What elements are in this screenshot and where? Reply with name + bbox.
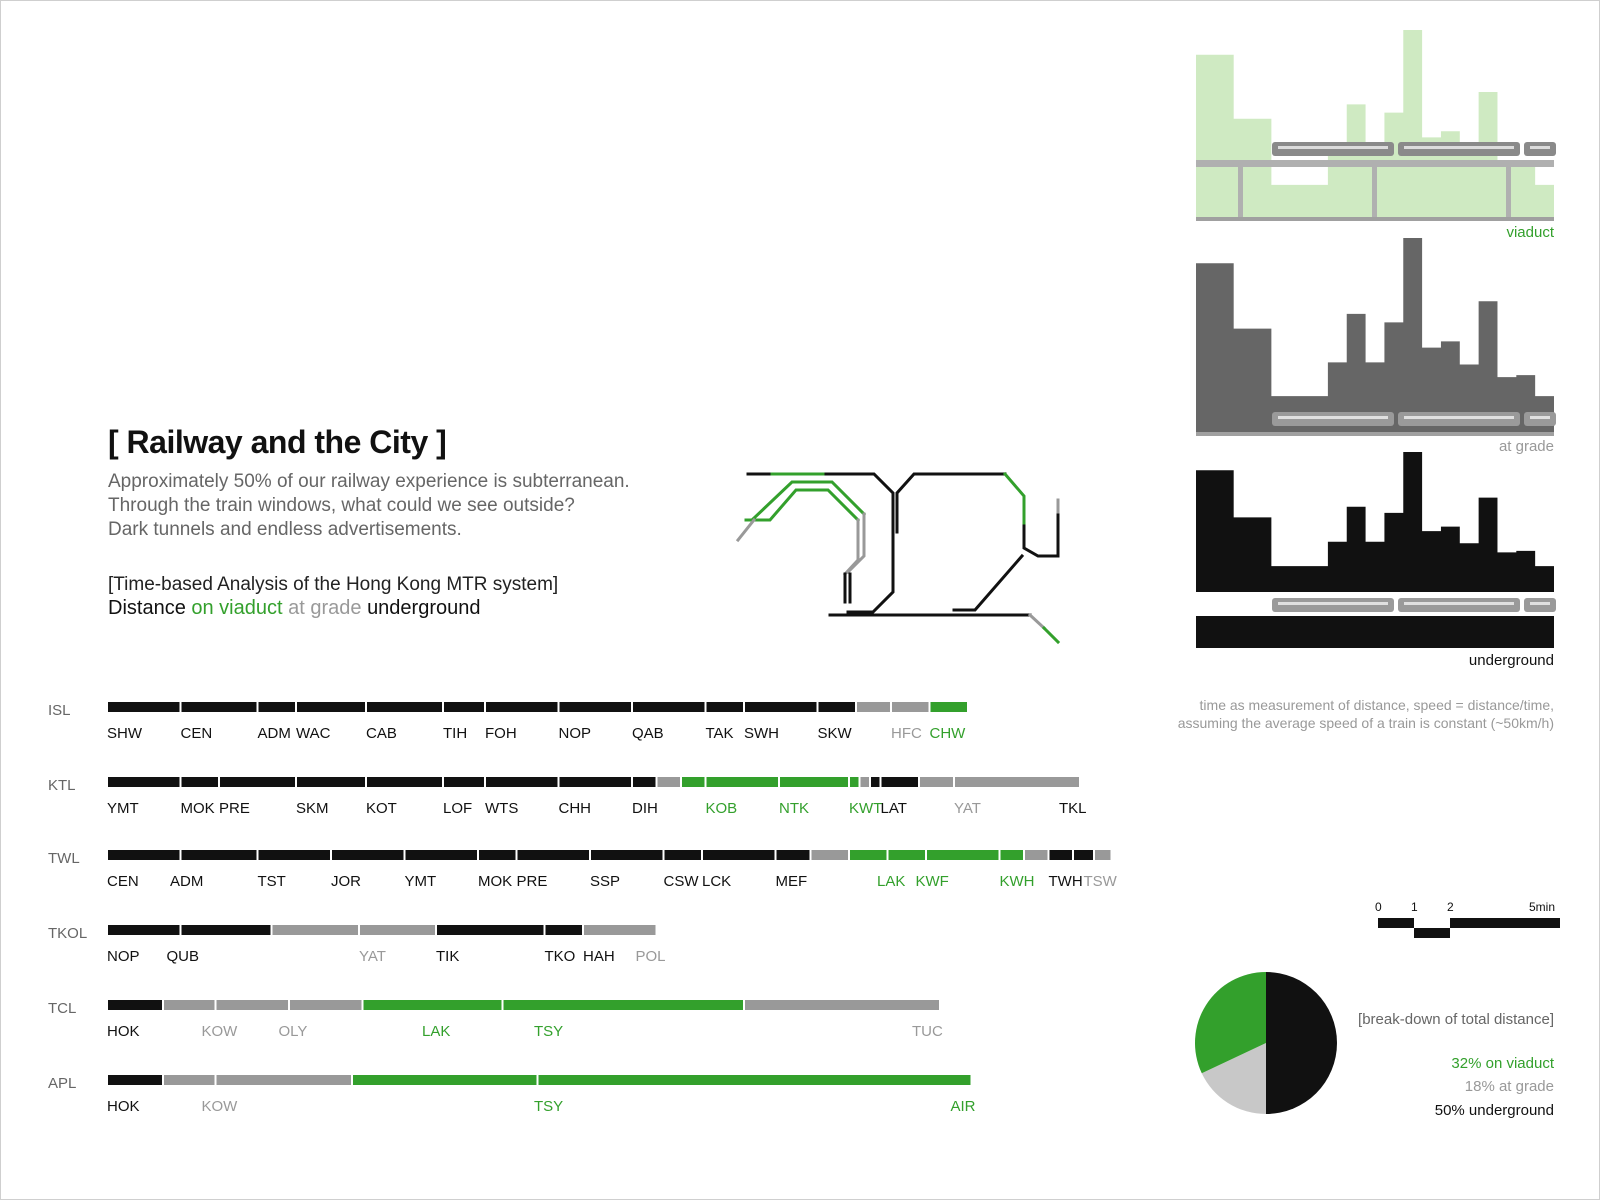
segment-grade: [920, 777, 953, 787]
segment-grade: [164, 1075, 215, 1085]
station-label: TIK: [436, 948, 460, 965]
train-car-icon: [1524, 142, 1556, 156]
segment-viaduct: [1001, 850, 1024, 860]
station-label: CEN: [180, 725, 213, 742]
station-label: LAK: [422, 1023, 451, 1040]
segment-underground: [437, 925, 544, 935]
station-label: CHH: [558, 800, 591, 817]
train-car-icon: [1524, 412, 1556, 426]
segment-grade: [658, 777, 681, 787]
segment-underground: [444, 702, 484, 712]
segment-grade: [290, 1000, 362, 1010]
station-label: SWH: [744, 725, 779, 742]
underground-earth: [1196, 616, 1554, 648]
train-car-icon: [1272, 598, 1394, 612]
scale-block: [1378, 918, 1414, 928]
map-line-viaduct: [1044, 628, 1058, 642]
breakdown-viaduct-label: 32% on viaduct: [1451, 1055, 1554, 1072]
segment-grade: [857, 702, 890, 712]
station-label: CSW: [663, 873, 699, 890]
segment-underground: [633, 702, 705, 712]
map-line-underground: [897, 474, 1005, 532]
station-label: TKL: [1059, 800, 1087, 817]
segment-underground: [297, 702, 365, 712]
station-label: TIH: [443, 725, 468, 742]
station-label: AIR: [950, 1098, 976, 1115]
segment-grade: [892, 702, 929, 712]
segment-underground: [819, 702, 856, 712]
station-label: LAT: [880, 800, 907, 817]
station-label: QUB: [166, 948, 200, 965]
segment-underground: [633, 777, 656, 787]
note-line: assuming the average speed of a train is constant (~50km/h): [1177, 715, 1554, 731]
scale-label: 2: [1447, 900, 1454, 914]
segment-underground: [182, 850, 257, 860]
station-label: WTS: [485, 800, 519, 817]
segment-underground: [108, 702, 180, 712]
map-line-viaduct: [752, 482, 864, 520]
segment-viaduct: [353, 1075, 537, 1085]
station-label: KOB: [705, 800, 738, 817]
station-label: NOP: [558, 725, 592, 742]
segment-underground: [665, 850, 702, 860]
station-label: KWH: [999, 873, 1035, 890]
ground-line: [1196, 217, 1554, 221]
station-label: TWH: [1048, 873, 1083, 890]
segment-underground: [259, 850, 331, 860]
station-label: TST: [257, 873, 286, 890]
segment-underground: [367, 777, 442, 787]
legend-underground: underground: [367, 597, 481, 619]
station-label: QAB: [632, 725, 664, 742]
skyline-grade: [1196, 238, 1554, 432]
segment-underground: [707, 702, 744, 712]
station-label: ADM: [257, 725, 291, 742]
station-label: FOH: [485, 725, 517, 742]
segment-underground: [871, 777, 880, 787]
station-label: YMT: [107, 800, 139, 817]
scale-block: [1414, 928, 1450, 938]
station-label: KWF: [915, 873, 949, 890]
station-label: TSY: [534, 1023, 564, 1040]
segment-underground: [108, 1075, 162, 1085]
segment-grade: [360, 925, 435, 935]
segment-underground: [560, 702, 632, 712]
segment-underground: [108, 777, 180, 787]
segment-viaduct: [539, 1075, 971, 1085]
segment-underground: [182, 702, 257, 712]
segment-underground: [108, 1000, 162, 1010]
station-label: POL: [635, 948, 666, 965]
train-car-icon: [1272, 142, 1394, 156]
map-line-viaduct: [1005, 474, 1024, 526]
segment-underground: [220, 777, 295, 787]
segment-underground: [546, 925, 583, 935]
pie-slice-underground: [1266, 972, 1337, 1114]
train-car-icon: [1398, 142, 1520, 156]
station-label: NOP: [107, 948, 140, 965]
station-label: YAT: [954, 800, 981, 817]
panels-layer: [1196, 30, 1556, 648]
map-line-underground: [1024, 512, 1058, 556]
viaduct-pier: [1506, 167, 1511, 220]
station-label: HOK: [107, 1098, 140, 1115]
segment-underground: [486, 777, 558, 787]
segment-grade: [1095, 850, 1111, 860]
station-label: MOK: [180, 800, 215, 817]
station-label: WAC: [296, 725, 331, 742]
segment-underground: [332, 850, 404, 860]
segment-underground: [1050, 850, 1073, 860]
segment-underground: [259, 702, 296, 712]
segment-underground: [486, 702, 558, 712]
segment-grade: [217, 1075, 352, 1085]
map-line-underground: [954, 556, 1022, 610]
station-label: MEF: [775, 873, 808, 890]
train-car-icon: [1524, 598, 1556, 612]
map-line-grade: [1030, 615, 1044, 628]
segment-underground: [479, 850, 516, 860]
station-label: YAT: [359, 948, 386, 965]
station-label: CAB: [366, 725, 397, 742]
station-label: PRE: [516, 873, 548, 890]
segment-viaduct: [364, 1000, 502, 1010]
skyline-underground: [1196, 452, 1554, 592]
segment-viaduct: [931, 702, 968, 712]
station-label: OLY: [278, 1023, 308, 1040]
segment-grade: [217, 1000, 289, 1010]
station-label: SHW: [107, 725, 142, 742]
legend-viaduct: on viaduct: [191, 597, 283, 619]
line-label: APL: [48, 1075, 77, 1092]
station-label: TAK: [705, 725, 734, 742]
segment-viaduct: [780, 777, 848, 787]
map-line-viaduct: [746, 490, 858, 520]
segment-viaduct: [850, 777, 859, 787]
note-line: time as measurement of distance, speed = distance/time,: [1199, 697, 1554, 713]
segment-viaduct: [889, 850, 926, 860]
segment-grade: [812, 850, 849, 860]
panel-label-grade: at grade: [1498, 438, 1554, 455]
map-line-grade: [848, 514, 864, 572]
scale-label: 0: [1375, 900, 1382, 914]
segment-grade: [955, 777, 1079, 787]
station-label: TSY: [534, 1098, 564, 1115]
intro-line: Through the train windows, what could we see outside?: [108, 495, 575, 516]
station-label: LCK: [702, 873, 732, 890]
segment-underground: [182, 925, 271, 935]
station-label: SKM: [296, 800, 329, 817]
segment-viaduct: [850, 850, 887, 860]
station-label: PRE: [219, 800, 250, 817]
station-label: YMT: [404, 873, 437, 890]
station-label: TUC: [912, 1023, 943, 1040]
time-scale: [1375, 900, 1560, 938]
breakdown-pie-chart: [1195, 972, 1337, 1114]
panel-label-viaduct: viaduct: [1506, 224, 1554, 241]
segment-grade: [584, 925, 656, 935]
segment-underground: [108, 925, 180, 935]
station-label: KWT: [849, 800, 883, 817]
segment-viaduct: [682, 777, 705, 787]
train-car-icon: [1398, 412, 1520, 426]
segment-underground: [560, 777, 632, 787]
station-label: HOK: [107, 1023, 140, 1040]
breakdown-grade-label: 18% at grade: [1464, 1078, 1554, 1095]
station-label: HFC: [891, 725, 922, 742]
train-car-icon: [1398, 598, 1520, 612]
segment-grade: [861, 777, 870, 787]
station-label: KOT: [366, 800, 397, 817]
station-label: DIH: [632, 800, 658, 817]
legend-prefix: Distance: [108, 597, 186, 619]
method-note: [1100, 696, 1554, 732]
segment-grade: [1025, 850, 1048, 860]
line-label: TCL: [48, 1000, 77, 1017]
segment-underground: [1074, 850, 1093, 860]
station-label: TKO: [544, 948, 576, 965]
station-label: NTK: [779, 800, 809, 817]
station-label: LOF: [443, 800, 473, 817]
scale-label: 5min: [1528, 900, 1555, 914]
segment-underground: [703, 850, 775, 860]
legend-grade: at grade: [288, 597, 362, 619]
segment-underground: [444, 777, 484, 787]
viaduct-pier: [1238, 167, 1243, 220]
segment-underground: [297, 777, 365, 787]
segment-underground: [882, 777, 919, 787]
station-label: KOW: [201, 1023, 238, 1040]
station-label: SSP: [590, 873, 621, 890]
segment-viaduct: [504, 1000, 744, 1010]
panel-label-underground: underground: [1468, 652, 1554, 669]
segment-underground: [182, 777, 219, 787]
scale-block: [1450, 918, 1560, 928]
segment-underground: [591, 850, 663, 860]
page-title: [ Railway and the City ]: [108, 424, 447, 460]
station-label: KOW: [201, 1098, 238, 1115]
line-label: TKOL: [48, 925, 88, 942]
segment-underground: [367, 702, 442, 712]
line-label: KTL: [48, 777, 76, 794]
segment-viaduct: [707, 777, 779, 787]
network-map: [738, 474, 1058, 642]
subtitle: [Time-based Analysis of the Hong Kong MTR system]: [108, 574, 559, 595]
station-label: MOK: [478, 873, 513, 890]
segment-grade: [745, 1000, 939, 1010]
station-label: TSW: [1083, 873, 1117, 890]
map-line-grade: [738, 520, 754, 540]
breakdown-title: [break-down of total distance]: [1358, 1011, 1554, 1028]
segment-underground: [406, 850, 478, 860]
train-car-icon: [1272, 412, 1394, 426]
segment-underground: [108, 850, 180, 860]
timelines-layer: [48, 702, 1118, 1115]
scale-label: 1: [1411, 900, 1418, 914]
intro-line: Dark tunnels and endless advertisements.: [108, 519, 462, 540]
station-label: ADM: [170, 873, 204, 890]
intro-line: Approximately 50% of our railway experience is subterranean.: [108, 471, 630, 492]
segment-grade: [164, 1000, 215, 1010]
line-label: TWL: [48, 850, 80, 867]
ground-line: [1196, 432, 1554, 436]
station-label: JOR: [331, 873, 361, 890]
segment-viaduct: [927, 850, 999, 860]
segment-underground: [745, 702, 817, 712]
viaduct-deck: [1196, 160, 1554, 167]
station-label: LAK: [877, 873, 906, 890]
breakdown-underground-label: 50% underground: [1434, 1102, 1554, 1119]
segment-underground: [518, 850, 590, 860]
line-label: ISL: [48, 702, 71, 719]
station-label: SKW: [817, 725, 852, 742]
segment-underground: [777, 850, 810, 860]
viaduct-pier: [1372, 167, 1377, 220]
station-label: HAH: [583, 948, 615, 965]
station-label: CEN: [107, 873, 139, 890]
station-label: CHW: [929, 725, 966, 742]
segment-grade: [273, 925, 359, 935]
